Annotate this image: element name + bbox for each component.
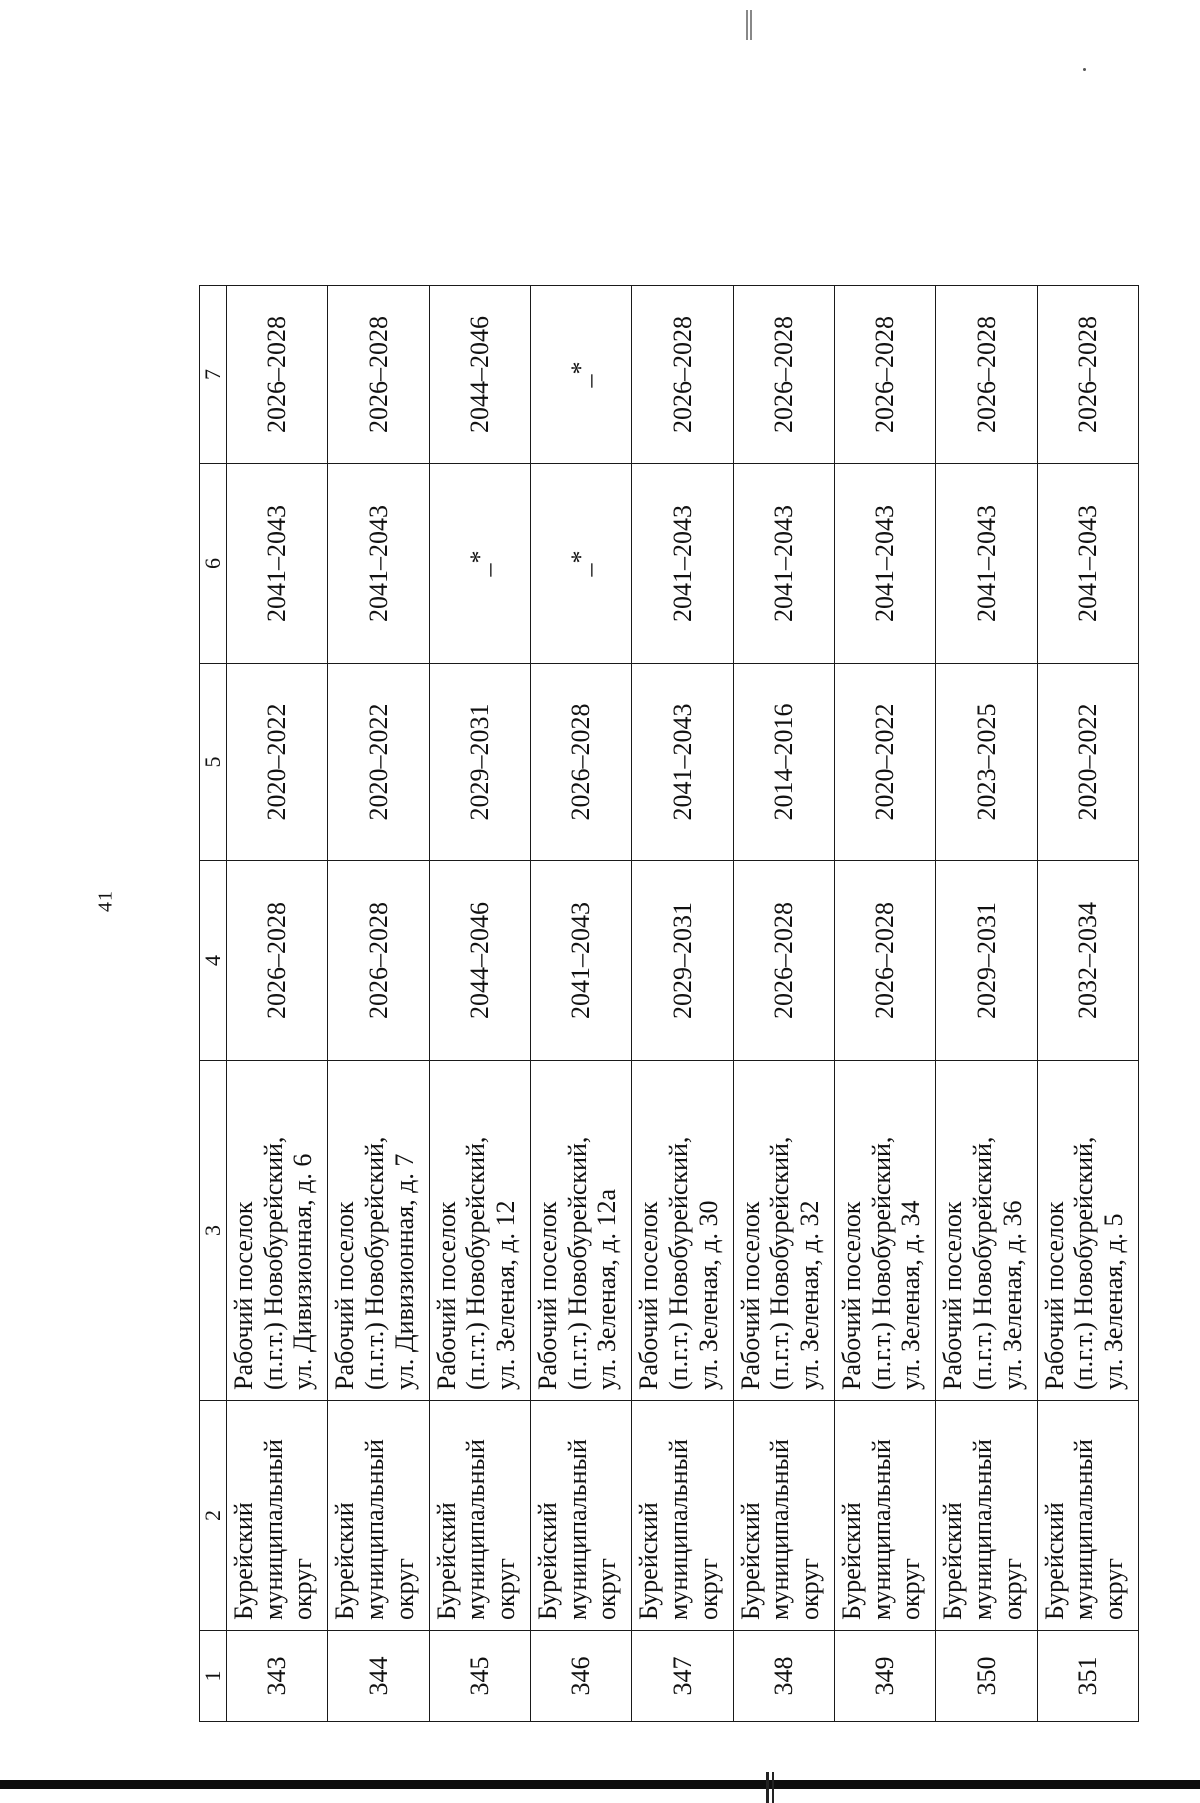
binding-mark [766,1772,769,1803]
table-row [936,286,1037,1722]
column-header: 1 [200,1631,227,1722]
scan-artifact [1083,68,1086,71]
address-line: (п.г.т.) Новобурейский, [461,1136,491,1390]
district-cell: Бурейский муниципальный округ [632,1401,733,1631]
district-cell: Бурейский муниципальный округ [733,1401,834,1631]
period-cell: 2020–2022 [834,664,935,861]
period-cell: 2020–2022 [1037,664,1138,861]
address-line: Рабочий поселок [735,1201,765,1390]
period-cell: 2041–2043 [936,464,1037,664]
scan-artifact [750,10,752,40]
address-line: (п.г.т.) Новобурейский, [663,1136,693,1390]
address-line: ул. Зеленая, д. 5 [1098,1213,1128,1390]
table-body [227,286,1139,1722]
column-header: 5 [200,664,227,861]
row-number: 350 [936,1631,1037,1722]
district-cell: Бурейский муниципальный округ [834,1401,935,1631]
table-header [200,286,227,1722]
period-cell: 2014–2016 [733,664,834,861]
column-header: 4 [200,861,227,1061]
period-cell: 2044–2046 [429,286,530,464]
table-row [429,286,530,1722]
address-line: Рабочий поселок [532,1201,562,1390]
period-cell: 2026–2028 [227,286,328,464]
address-line: Рабочий поселок [836,1201,866,1390]
period-cell: 2029–2031 [632,861,733,1061]
address-line: ул. Дивизионная, д. 7 [389,1153,419,1390]
period-cell: 2041–2043 [632,664,733,861]
address-cell [530,1061,631,1401]
period-cell: _* [429,464,530,664]
address-cell [936,1061,1037,1401]
period-cell: 2026–2028 [1037,286,1138,464]
data-table [199,285,1139,1722]
address-cell [328,1061,429,1401]
address-line: (п.г.т.) Новобурейский, [359,1136,389,1390]
table-row [834,286,935,1722]
period-cell: 2026–2028 [632,286,733,464]
address-cell [632,1061,733,1401]
row-number: 343 [227,1631,328,1722]
period-cell: 2041–2043 [733,464,834,664]
address-line: ул. Зеленая, д. 34 [896,1200,926,1390]
address-line: Рабочий поселок [634,1201,664,1390]
address-line: ул. Зеленая, д. 12 [490,1200,520,1390]
period-cell: 2026–2028 [733,286,834,464]
district-cell: Бурейский муниципальный округ [530,1401,631,1631]
table-row [328,286,429,1722]
row-number: 344 [328,1631,429,1722]
period-cell: 2023–2025 [936,664,1037,861]
district-cell: Бурейский муниципальный округ [227,1401,328,1631]
address-line: Рабочий поселок [229,1201,258,1390]
period-cell: 2044–2046 [429,861,530,1061]
header-row [200,286,227,1722]
period-cell: 2041–2043 [227,464,328,664]
period-cell: 2020–2022 [328,664,429,861]
table-row [530,286,631,1722]
period-cell: 2041–2043 [834,464,935,664]
address-cell [227,1061,328,1401]
row-number: 347 [632,1631,733,1722]
district-cell: Бурейский муниципальный округ [936,1401,1037,1631]
scan-edge-bar [0,1780,1200,1789]
address-cell [834,1061,935,1401]
period-cell: 2026–2028 [936,286,1037,464]
table-row [632,286,733,1722]
address-line: (п.г.т.) Новобурейский, [866,1136,896,1390]
period-cell: _* [530,286,631,464]
address-line: ул. Дивизионная, д. 6 [288,1153,318,1390]
period-cell: 2020–2022 [227,664,328,861]
period-cell: 2041–2043 [632,464,733,664]
address-line: ул. Зеленая, д. 30 [693,1200,723,1390]
row-number: 351 [1037,1631,1138,1722]
page-number: 41 [94,890,117,912]
address-line: (п.г.т.) Новобурейский, [765,1136,795,1390]
period-cell: 2041–2043 [328,464,429,664]
period-cell: 2026–2028 [530,664,631,861]
address-cell [1037,1061,1138,1401]
address-line: ул. Зеленая, д. 36 [997,1200,1027,1390]
row-number: 348 [733,1631,834,1722]
period-cell: 2029–2031 [429,664,530,861]
table-row [227,286,328,1722]
column-header: 3 [200,1061,227,1401]
address-line: Рабочий поселок [431,1201,461,1390]
period-cell: 2041–2043 [1037,464,1138,664]
period-cell: 2026–2028 [328,286,429,464]
address-line: (п.г.т.) Новобурейский, [258,1136,288,1390]
address-cell [733,1061,834,1401]
period-cell: 2026–2028 [227,861,328,1061]
table-row [733,286,834,1722]
address-line: (п.г.т.) Новобурейский, [562,1136,592,1390]
row-number: 345 [429,1631,530,1722]
binding-mark [772,1772,774,1803]
address-line: ул. Зеленая, д. 32 [794,1200,824,1390]
address-line: Рабочий поселок [330,1201,360,1390]
row-number: 349 [834,1631,935,1722]
period-cell: 2029–2031 [936,861,1037,1061]
column-header: 6 [200,464,227,664]
period-cell: 2026–2028 [328,861,429,1061]
table-row [1037,286,1138,1722]
period-cell: 2026–2028 [834,861,935,1061]
row-number: 346 [530,1631,631,1722]
period-cell: 2026–2028 [834,286,935,464]
address-line: ул. Зеленая, д. 12а [592,1188,622,1390]
column-header: 7 [200,286,227,464]
scan-artifact [746,10,748,40]
address-cell [429,1061,530,1401]
district-cell: Бурейский муниципальный округ [429,1401,530,1631]
district-cell: Бурейский муниципальный округ [1037,1401,1138,1631]
address-line: (п.г.т.) Новобурейский, [967,1136,997,1390]
period-cell: 2041–2043 [530,861,631,1061]
column-header: 2 [200,1401,227,1631]
period-cell: 2032–2034 [1037,861,1138,1061]
table-container [199,286,1139,1722]
period-cell: _* [530,464,631,664]
address-line: Рабочий поселок [1039,1201,1069,1390]
period-cell: 2026–2028 [733,861,834,1061]
district-cell: Бурейский муниципальный округ [328,1401,429,1631]
address-line: Рабочий поселок [938,1201,968,1390]
address-line: (п.г.т.) Новобурейский, [1069,1136,1099,1390]
